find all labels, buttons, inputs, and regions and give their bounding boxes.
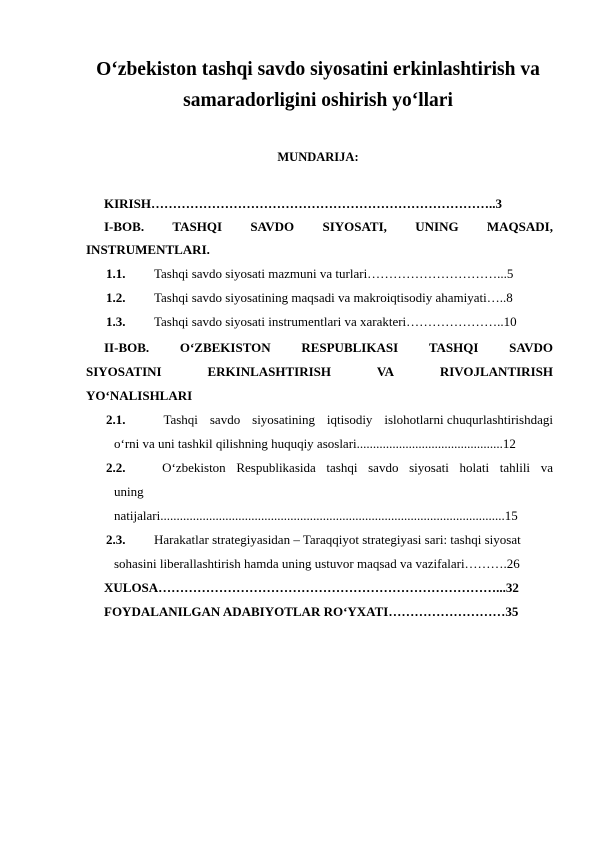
chapter-2-word: SIYOSATINI — [86, 364, 162, 379]
section-word: O‘zbekiston — [162, 460, 226, 475]
toc-section-1-3 — [106, 314, 517, 330]
section-text: Tashqi savdo siyosatining maqsadi va makroiqtisodiy ahamiyati…..8 — [154, 290, 513, 305]
section-word: va — [540, 460, 553, 475]
toc-section-1-2 — [106, 290, 513, 306]
toc-heading: MUNDARIJA: — [277, 150, 359, 164]
section-number: 2.2. — [106, 460, 126, 475]
section-number: 1.2. — [106, 290, 126, 305]
chapter-2-word: RIVOJLANTIRISH — [439, 364, 553, 379]
chapter-1-word: MAQSADI, — [486, 219, 553, 234]
toc-section-1-1 — [106, 266, 513, 282]
section-number: 1.1. — [106, 266, 126, 281]
section-word: holati — [459, 460, 490, 475]
section-word: savdo — [209, 412, 241, 427]
chapter-2-word: RESPUBLIKASI — [301, 340, 399, 355]
section-number: 1.3. — [106, 314, 126, 329]
chapter-2-word: ERKINLASHTIRISH — [207, 364, 332, 379]
section-word: islohotlarni chuqurlashtirishdagi — [384, 412, 553, 427]
toc-entry-intro: KIRISH……………………………………………………………………..3 — [104, 196, 502, 211]
section-number: 2.3. — [106, 532, 126, 547]
chapter-1-word: TASHQI — [172, 219, 223, 234]
title-line-2: samaradorligini oshirish yo‘llari — [183, 90, 453, 111]
section-text: Harakatlar strategiyasidan – Taraqqiyot strategiyasi sari: tashqi siyosat — [154, 532, 521, 547]
section-word: Tashqi — [163, 412, 198, 427]
section-word: savdo — [368, 460, 399, 475]
chapter-2-word: VA — [376, 364, 394, 379]
section-text: Tashqi savdo siyosati instrumentlari va xarakteri…………………..10 — [154, 314, 517, 329]
chapter-1-word: UNING — [415, 219, 459, 234]
toc-chapter-2-line-3: YO‘NALISHLARI — [86, 388, 193, 403]
toc-entry-conclusion: XULOSA……………………………………………………………………...32 — [104, 580, 519, 595]
toc-chapter-1-line-1 — [104, 219, 553, 235]
section-word: tashqi — [326, 460, 358, 475]
chapter-2-word: II-BOB. — [104, 340, 150, 355]
section-word: siyosatining — [252, 412, 315, 427]
section-word: iqtisodiy — [326, 412, 373, 427]
toc-entry-bibliography: FOYDALANILGAN ADABIYOTLAR RO‘YXATI………………………35 — [104, 604, 519, 619]
toc-section-2-3-line-2: sohasini liberallashtirish hamda uning ustuvor maqsad va vazifalari……….26 — [114, 556, 520, 571]
chapter-1-word: I-BOB. — [104, 219, 145, 234]
toc-chapter-1-line-2: INSTRUMENTLARI. — [86, 242, 210, 257]
toc-section-2-2-line-2: uning — [114, 484, 144, 499]
toc-chapter-2-line-1 — [104, 340, 553, 356]
chapter-1-word: SAVDO — [250, 219, 295, 234]
title-line-1: O‘zbekiston tashqi savdo siyosatini erkinlashtirish va — [96, 59, 540, 80]
document-title — [60, 54, 576, 116]
section-word: siyosati — [409, 460, 449, 475]
chapter-2-word: SAVDO — [509, 340, 553, 355]
toc-chapter-2-line-2 — [86, 364, 553, 380]
chapter-1-word: SIYOSATI, — [322, 219, 387, 234]
section-word: Respublikasida — [236, 460, 316, 475]
chapter-2-word: TASHQI — [428, 340, 479, 355]
toc-section-2-1-line-1 — [106, 412, 553, 428]
chapter-2-word: O‘ZBEKISTON — [179, 340, 271, 355]
toc-section-2-1-line-2: o‘rni va uni tashkil qilishning huquqiy asoslari.............................................12 — [114, 436, 516, 451]
toc-section-2-2-line-1 — [106, 460, 553, 476]
toc-section-2-3-line-1 — [106, 532, 521, 548]
toc-section-2-2-line-3: natijalari..........................................................................................................15 — [114, 508, 518, 523]
section-word: tahlili — [499, 460, 531, 475]
section-number: 2.1. — [106, 412, 126, 427]
section-text: Tashqi savdo siyosati mazmuni va turlari…………………………...5 — [154, 266, 514, 281]
